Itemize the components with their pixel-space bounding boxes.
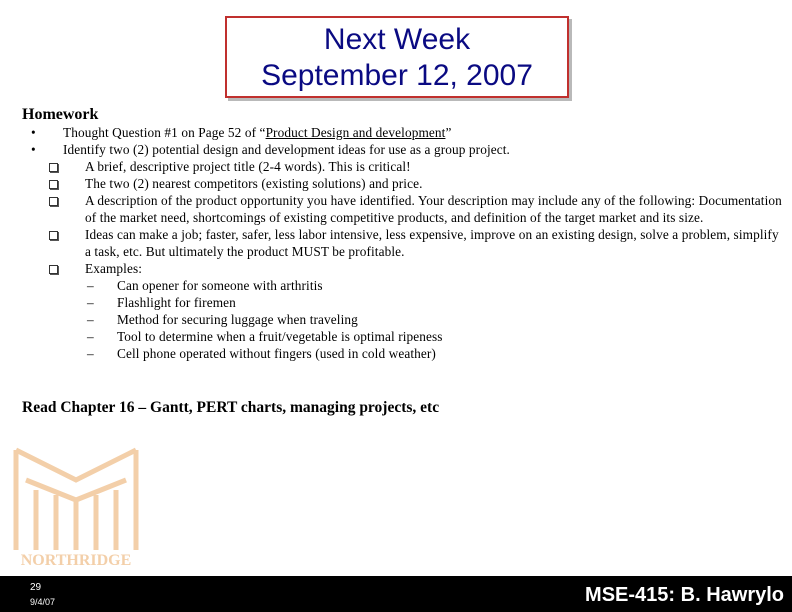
dash-bullet-icon: –	[87, 329, 94, 344]
checkbox-bullet-icon	[49, 265, 58, 274]
university-logo-icon	[6, 440, 146, 570]
homework-list	[22, 124, 782, 362]
homework-bullet-1	[22, 124, 782, 141]
example-item	[22, 311, 782, 328]
subitem	[22, 158, 782, 175]
dash-bullet-icon: –	[87, 278, 94, 293]
thought-question-suffix: ”	[445, 125, 452, 140]
slide-page-number: 29	[30, 582, 42, 593]
dash-bullet-icon: –	[87, 295, 94, 310]
example-item	[22, 294, 782, 311]
homework-heading: Homework	[22, 106, 99, 123]
checkbox-bullet-icon	[49, 197, 58, 206]
dash-bullet-icon: –	[87, 312, 94, 327]
subitem	[22, 192, 782, 226]
example-item	[22, 345, 782, 362]
example-item	[22, 328, 782, 345]
bullet-dot-icon: •	[31, 125, 36, 140]
subitem	[22, 260, 782, 277]
slide-title-line-1: Next Week	[323, 23, 471, 56]
slide-date: 9/4/07	[30, 597, 56, 607]
subitem-text: Ideas can make a job; faster, safer, less labor intensive, less expensive, improve on an existing design, solve a problem, simplify a task, etc. But ultimately the product MUST be profitable.	[85, 227, 779, 259]
subitem-text: A brief, descriptive project title (2-4 words). This is critical!	[85, 159, 411, 174]
textbook-title-link: Product Design and development	[265, 125, 446, 140]
example-text: Method for securing luggage when traveling	[117, 312, 358, 327]
subitem-text: A description of the product opportunity you have identified. Your description may include any of the following: Documentation of the market need, shortcomings of existing competitive products, and definition of the target market and its size.	[85, 193, 782, 225]
thought-question-prefix: Thought Question #1 on Page 52 of “	[63, 125, 266, 140]
homework-bullet-2	[22, 141, 782, 158]
checkbox-bullet-icon	[49, 231, 58, 240]
course-instructor-label: MSE-415: B. Hawrylo	[585, 584, 784, 606]
example-text: Tool to determine when a fruit/vegetable is optimal ripeness	[117, 329, 443, 344]
checkbox-bullet-icon	[49, 163, 58, 172]
example-text: Cell phone operated without fingers (used in cold weather)	[117, 346, 436, 361]
subitem-text: The two (2) nearest competitors (existing solutions) and price.	[85, 176, 423, 191]
dash-bullet-icon: –	[87, 346, 94, 361]
logo-wordmark: NORTHRIDGE	[20, 552, 132, 569]
example-text: Flashlight for firemen	[117, 295, 236, 310]
bullet-dot-icon: •	[31, 142, 36, 157]
example-item	[22, 277, 782, 294]
checkbox-bullet-icon	[49, 180, 58, 189]
slide-title-box	[225, 16, 569, 98]
slide-title-line-2: September 12, 2007	[261, 59, 533, 92]
identify-ideas-text: Identify two (2) potential design and development ideas for use as a group project.	[63, 142, 510, 157]
example-text: Can opener for someone with arthritis	[117, 278, 323, 293]
read-chapter-text: Read Chapter 16 – Gantt, PERT charts, managing projects, etc	[22, 399, 440, 416]
subitem-text: Examples:	[85, 261, 143, 276]
subitem	[22, 175, 782, 192]
subitem	[22, 226, 782, 260]
